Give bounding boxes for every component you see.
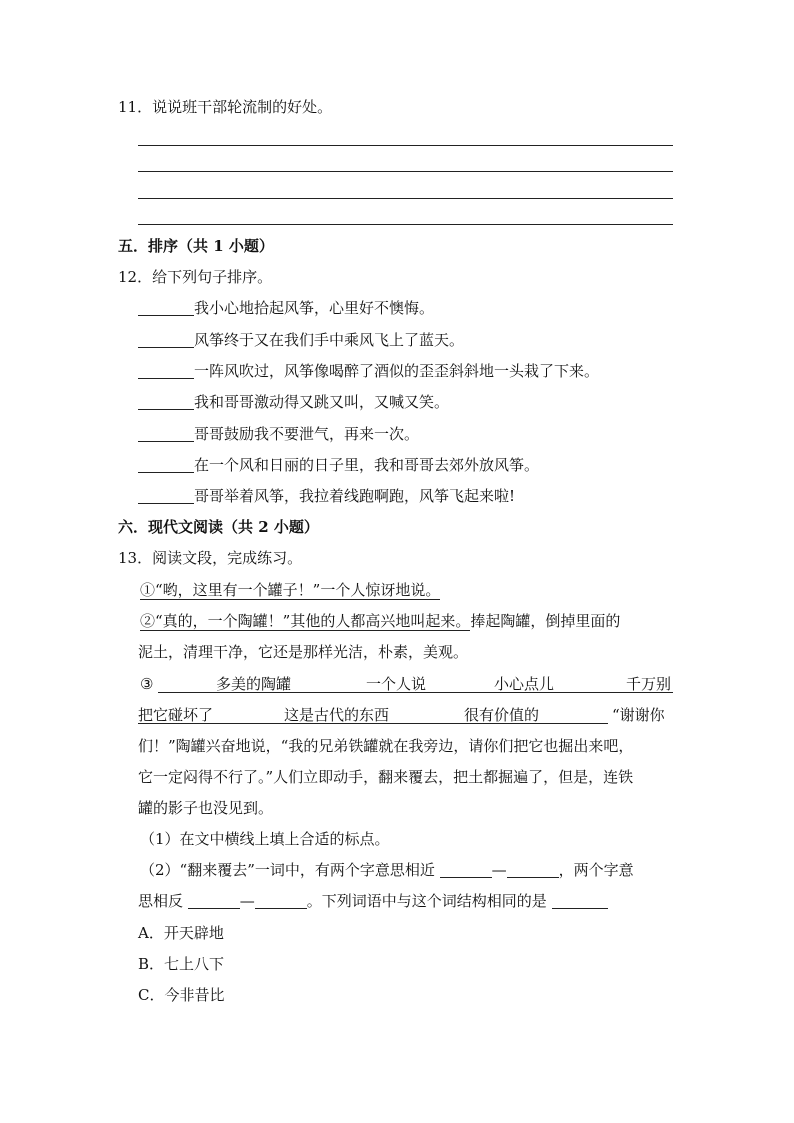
passage-segment: 一个人说 [366,675,427,693]
passage-text-line: 们！”陶罐兴奋地说，“我的兄弟铁罐就在我旁边，请你们把它也掘出来吧， [138,737,634,755]
question-12 [118,267,272,287]
sub-question-2: （2）“翻来覆去”一词中，有两个字意思相近 — ，两个字意 [140,861,634,879]
sort-item: 哥哥举着风筝，我拉着线跑啊跑，风筝飞起来啦! [138,486,515,506]
section-title: 六．现代文阅读（共 2 小题） [118,518,319,536]
option-b[interactable]: B．七上八下 [138,955,225,973]
question-prompt: 给下列句子排序。 [152,268,273,286]
answer-line[interactable] [138,171,673,172]
answer-blank[interactable] [552,892,608,909]
passage-segment: 多美的陶罐 [216,675,292,693]
question-11 [118,97,332,117]
option-c[interactable]: C．今非昔比 [138,986,225,1004]
sort-item: 我和哥哥激动得又跳又叫，又喊又笑。 [138,392,449,412]
passage-text-line: 罐的影子也没见到。 [138,799,274,817]
question-number: 13． [118,549,153,567]
answer-blank[interactable] [188,892,240,909]
option-a[interactable]: A．开天辟地 [138,924,224,942]
question-13 [118,548,302,568]
question-prompt: 说说班干部轮流制的好处。 [152,98,333,116]
question-number: 11． [118,98,153,116]
passage-segment: 把它碰坏了 [138,706,214,724]
paragraph-marker: ③ [140,675,154,693]
sort-item: 在一个风和日丽的日子里，我和哥哥去郊外放风筝。 [138,455,539,475]
order-blank[interactable] [138,425,194,442]
passage-segment: 很有价值的 [464,706,540,724]
sub-question-1: （1）在文中横线上填上合适的标点。 [140,830,390,848]
answer-blank[interactable] [255,892,307,909]
sort-item: 风筝终于又在我们手中乘风飞上了蓝天。 [138,330,464,350]
order-blank[interactable] [138,331,194,348]
answer-line[interactable] [138,224,673,225]
order-blank[interactable] [138,299,194,316]
passage-segment: 千万别 [626,675,672,693]
sort-item: 一阵风吹过，风筝像喝醉了酒似的歪歪斜斜地一头栽了下来。 [138,361,599,381]
passage-paragraph-2: ②“真的，一个陶罐！”其他的人都高兴地叫起来。捧起陶罐，倒掉里面的 [140,612,621,630]
answer-blank[interactable] [507,861,559,878]
question-prompt: 阅读文段，完成练习。 [152,549,303,567]
passage-paragraph-1: ①“哟，这里有一个罐子！”一个人惊讶地说。 [140,581,441,599]
sort-item: 我小心地拾起风筝，心里好不懊悔。 [138,298,434,318]
passage-segment: “谢谢你 [612,706,665,724]
order-blank[interactable] [138,393,194,410]
passage-segment: 这是古代的东西 [284,706,390,724]
passage-segment: 小心点儿 [494,675,555,693]
question-number: 12． [118,268,153,286]
order-blank[interactable] [138,487,194,504]
section-title: 五．排序（共 1 小题） [118,237,274,255]
order-blank[interactable] [138,456,194,473]
answer-line[interactable] [138,145,673,146]
passage-text-line: 泥土，清理干净，它还是那样光洁，朴素，美观。 [138,643,469,661]
sort-item: 哥哥鼓励我不要泄气，再来一次。 [138,424,419,444]
answer-blank[interactable] [440,861,492,878]
answer-line[interactable] [138,198,673,199]
passage-text-line: 它一定闷得不行了。”人们立即动手，翻来覆去，把土都掘遍了，但是，连铁 [138,768,634,786]
sub-question-2-cont: 思相反 — 。下列词语中与这个词结构相同的是 [138,891,608,911]
order-blank[interactable] [138,362,194,379]
